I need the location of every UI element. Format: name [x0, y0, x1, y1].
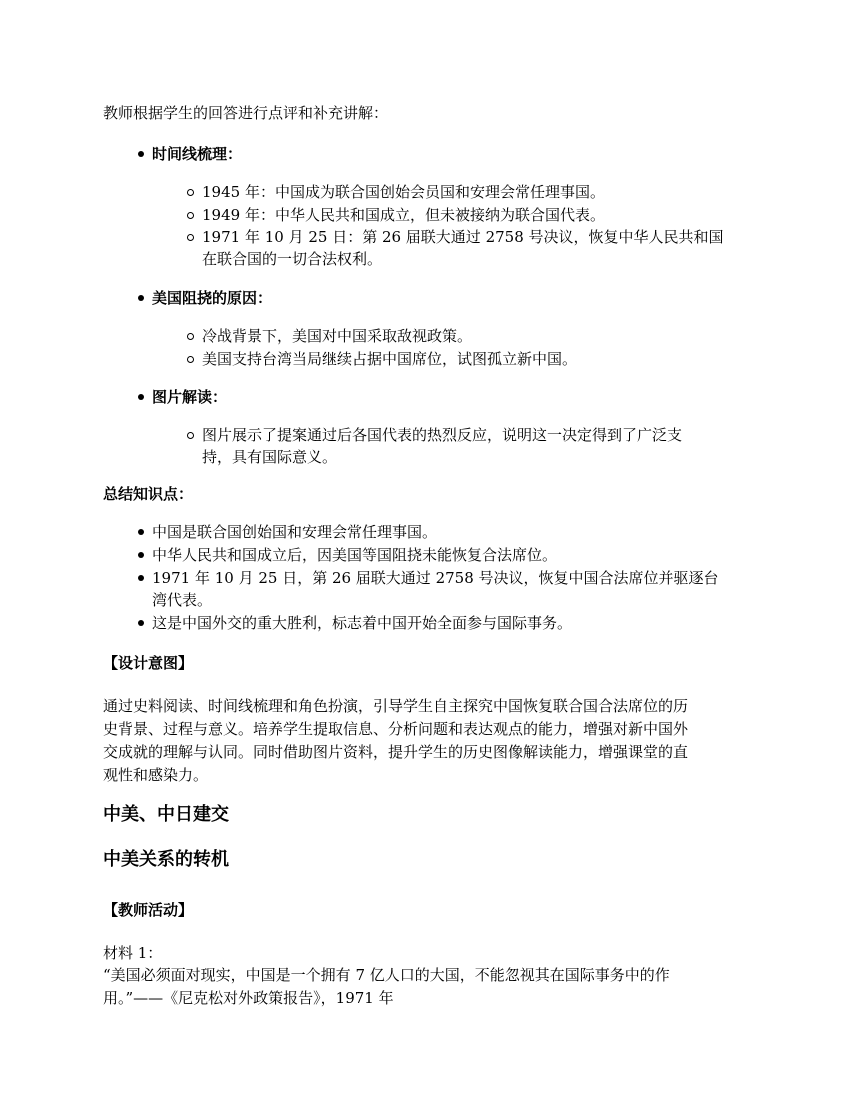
summary-item: 这是中国外交的重大胜利，标志着中国开始全面参与国际事务。	[152, 614, 573, 632]
summary-item: 中华人民共和国成立后，因美国等国阻挠未能恢复合法席位。	[152, 546, 558, 564]
obstruction-item: 美国支持台湾当局继续占据中国席位，试图孤立新中国。	[202, 350, 578, 368]
circle-bullet-icon	[187, 333, 194, 340]
subsection-heading: 中美关系的转机	[103, 849, 229, 870]
design-line: 观性和感染力。	[103, 766, 209, 784]
material-line: 用。”——《尼克松对外政策报告》，1971 年	[103, 989, 394, 1007]
bullet-icon	[138, 575, 144, 581]
design-title: 【设计意图】	[103, 654, 194, 672]
bullet-icon	[138, 552, 144, 558]
timeline-item: 1949 年：中华人民共和国成立，但未被接纳为联合国代表。	[202, 206, 605, 224]
timeline-title: 时间线梳理：	[152, 145, 243, 163]
circle-bullet-icon	[187, 212, 194, 219]
intro-text: 教师根据学生的回答进行点评和补充讲解：	[103, 104, 389, 122]
bullet-icon	[138, 394, 144, 400]
bullet-icon	[138, 151, 144, 157]
design-line: 通过史料阅读、时间线梳理和角色扮演，引导学生自主探究中国恢复联合国合法席位的历	[103, 697, 689, 715]
picture-item-continued: 持，具有国际意义。	[202, 448, 338, 466]
material-line: “美国必须面对现实，中国是一个拥有 7 亿人口的大国，不能忽视其在国际事务中的作	[103, 966, 670, 984]
bullet-icon	[138, 295, 144, 301]
bullet-icon	[138, 529, 144, 535]
circle-bullet-icon	[187, 234, 194, 241]
obstruction-item: 冷战背景下，美国对中国采取敌视政策。	[202, 327, 473, 345]
timeline-item-continued: 在联合国的一切合法权利。	[202, 250, 383, 268]
timeline-item: 1945 年：中国成为联合国创始会员国和安理会常任理事国。	[202, 183, 605, 201]
timeline-item: 1971 年 10 月 25 日：第 26 届联大通过 2758 号决议，恢复中华人民共和国	[202, 228, 724, 246]
design-line: 史背景、过程与意义。培养学生提取信息、分析问题和表达观点的能力，增强对新中国外	[103, 720, 689, 738]
bullet-icon	[138, 620, 144, 626]
summary-item: 中国是联合国创始国和安理会常任理事国。	[152, 523, 438, 541]
summary-title: 总结知识点：	[103, 485, 194, 503]
section-heading: 中美、中日建交	[103, 804, 229, 825]
summary-item-continued: 湾代表。	[152, 591, 213, 609]
circle-bullet-icon	[187, 356, 194, 363]
circle-bullet-icon	[187, 189, 194, 196]
teacher-activity-title: 【教师活动】	[103, 901, 194, 919]
obstruction-title: 美国阻挠的原因：	[152, 289, 273, 307]
picture-item: 图片展示了提案通过后各国代表的热烈反应，说明这一决定得到了广泛支	[202, 426, 683, 444]
design-line: 交成就的理解与认同。同时借助图片资料，提升学生的历史图像解读能力，增强课堂的直	[103, 743, 689, 761]
material-label: 材料 1：	[103, 944, 163, 962]
summary-item: 1971 年 10 月 25 日，第 26 届联大通过 2758 号决议，恢复中国合法席位并驱逐台	[152, 569, 719, 587]
circle-bullet-icon	[187, 432, 194, 439]
picture-title: 图片解读：	[152, 388, 228, 406]
